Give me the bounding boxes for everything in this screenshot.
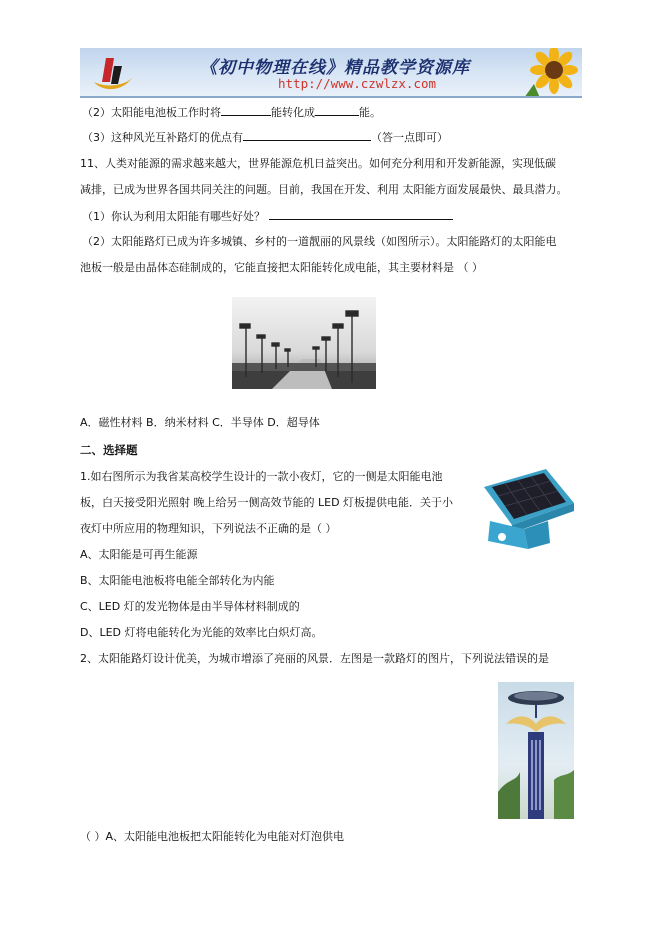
q2-text-b: 能转化成 bbox=[271, 106, 315, 119]
question-11-options: A．磁性材料 B．纳米材料 C．半导体 D．超导体 bbox=[80, 416, 320, 429]
choice-1-line3: 夜灯中所应用的物理知识，下列说法不正确的是（ ） bbox=[80, 522, 337, 535]
q3-text-a: （3）这种风光互补路灯的优点有 bbox=[82, 131, 243, 144]
section-heading: 二、选择题 bbox=[80, 443, 138, 457]
choice-2-line1: 2、太阳能路灯设计优美，为城市增添了亮丽的风景．左图是一款路灯的图片，下列说法错误的是 bbox=[80, 652, 549, 665]
q3-text-b: （答一点即可） bbox=[371, 131, 448, 144]
banner-rule bbox=[80, 96, 582, 98]
choice-1-option-c: C、LED 灯的发光物体是由半导体材料制成的 bbox=[80, 600, 300, 613]
choice-1-line2: 板，白天接受阳光照射 晚上给另一侧高效节能的 LED 灯板提供电能．关于小 bbox=[80, 496, 454, 509]
answer-blank bbox=[269, 208, 453, 220]
logo-icon bbox=[84, 52, 138, 94]
q2-text-c: 能。 bbox=[359, 106, 381, 119]
question-11-1 bbox=[82, 208, 453, 225]
choice-2-option-a: （ ）A、太阳能电池板把太阳能转化为电能对灯泡供电 bbox=[80, 830, 345, 843]
choice-1-line1: 1.如右图所示为我省某高校学生设计的一款小夜灯，它的一侧是太阳能电池 bbox=[80, 470, 443, 483]
question-11-2-line2: 池板一般是由晶体态硅制成的，它能直接把太阳能转化成电能，其主要材料是 （ ） bbox=[80, 261, 483, 274]
sunflower-icon bbox=[520, 48, 582, 98]
street-lamp-photo bbox=[232, 297, 376, 389]
solar-night-light-image bbox=[472, 463, 578, 556]
answer-blank bbox=[315, 104, 359, 116]
choice-1-option-b: B、太阳能电池板将电能全部转化为内能 bbox=[80, 574, 275, 587]
choice-1-option-a: A、太阳能是可再生能源 bbox=[80, 548, 198, 561]
q2-text-a: （2）太阳能电池板工作时将 bbox=[82, 106, 221, 119]
question-2 bbox=[82, 104, 381, 121]
decorative-lamp-photo bbox=[498, 682, 574, 819]
night-light-photo bbox=[472, 463, 578, 556]
answer-blank bbox=[243, 129, 371, 141]
choice-1-option-d: D、LED 灯将电能转化为光能的效率比白炽灯高。 bbox=[80, 626, 323, 639]
banner-title: 《初中物理在线》精品教学资源库 bbox=[200, 58, 470, 78]
question-11-line2: 减排，已成为世界各国共同关注的问题。目前，我国在开发、利用 太阳能方面发展最快、最具潜力。 bbox=[80, 183, 568, 196]
question-11-line1: 11、人类对能源的需求越来越大，世界能源危机日益突出。如何充分利用和开发新能源，实现低碳 bbox=[80, 157, 556, 170]
banner-url: http://www.czwlzx.com bbox=[278, 76, 437, 91]
header-banner bbox=[80, 48, 582, 98]
solar-street-lamp-image bbox=[498, 682, 574, 819]
question-3 bbox=[82, 129, 448, 146]
answer-blank bbox=[221, 104, 271, 116]
question-11-2-line1: （2）太阳能路灯已成为许多城镇、乡村的一道靓丽的风景线（如图所示）。太阳能路灯的太阳能电 bbox=[82, 235, 557, 248]
street-lamps-image bbox=[232, 297, 376, 389]
q11-1-text: （1）你认为利用太阳能有哪些好处？ bbox=[82, 210, 265, 223]
